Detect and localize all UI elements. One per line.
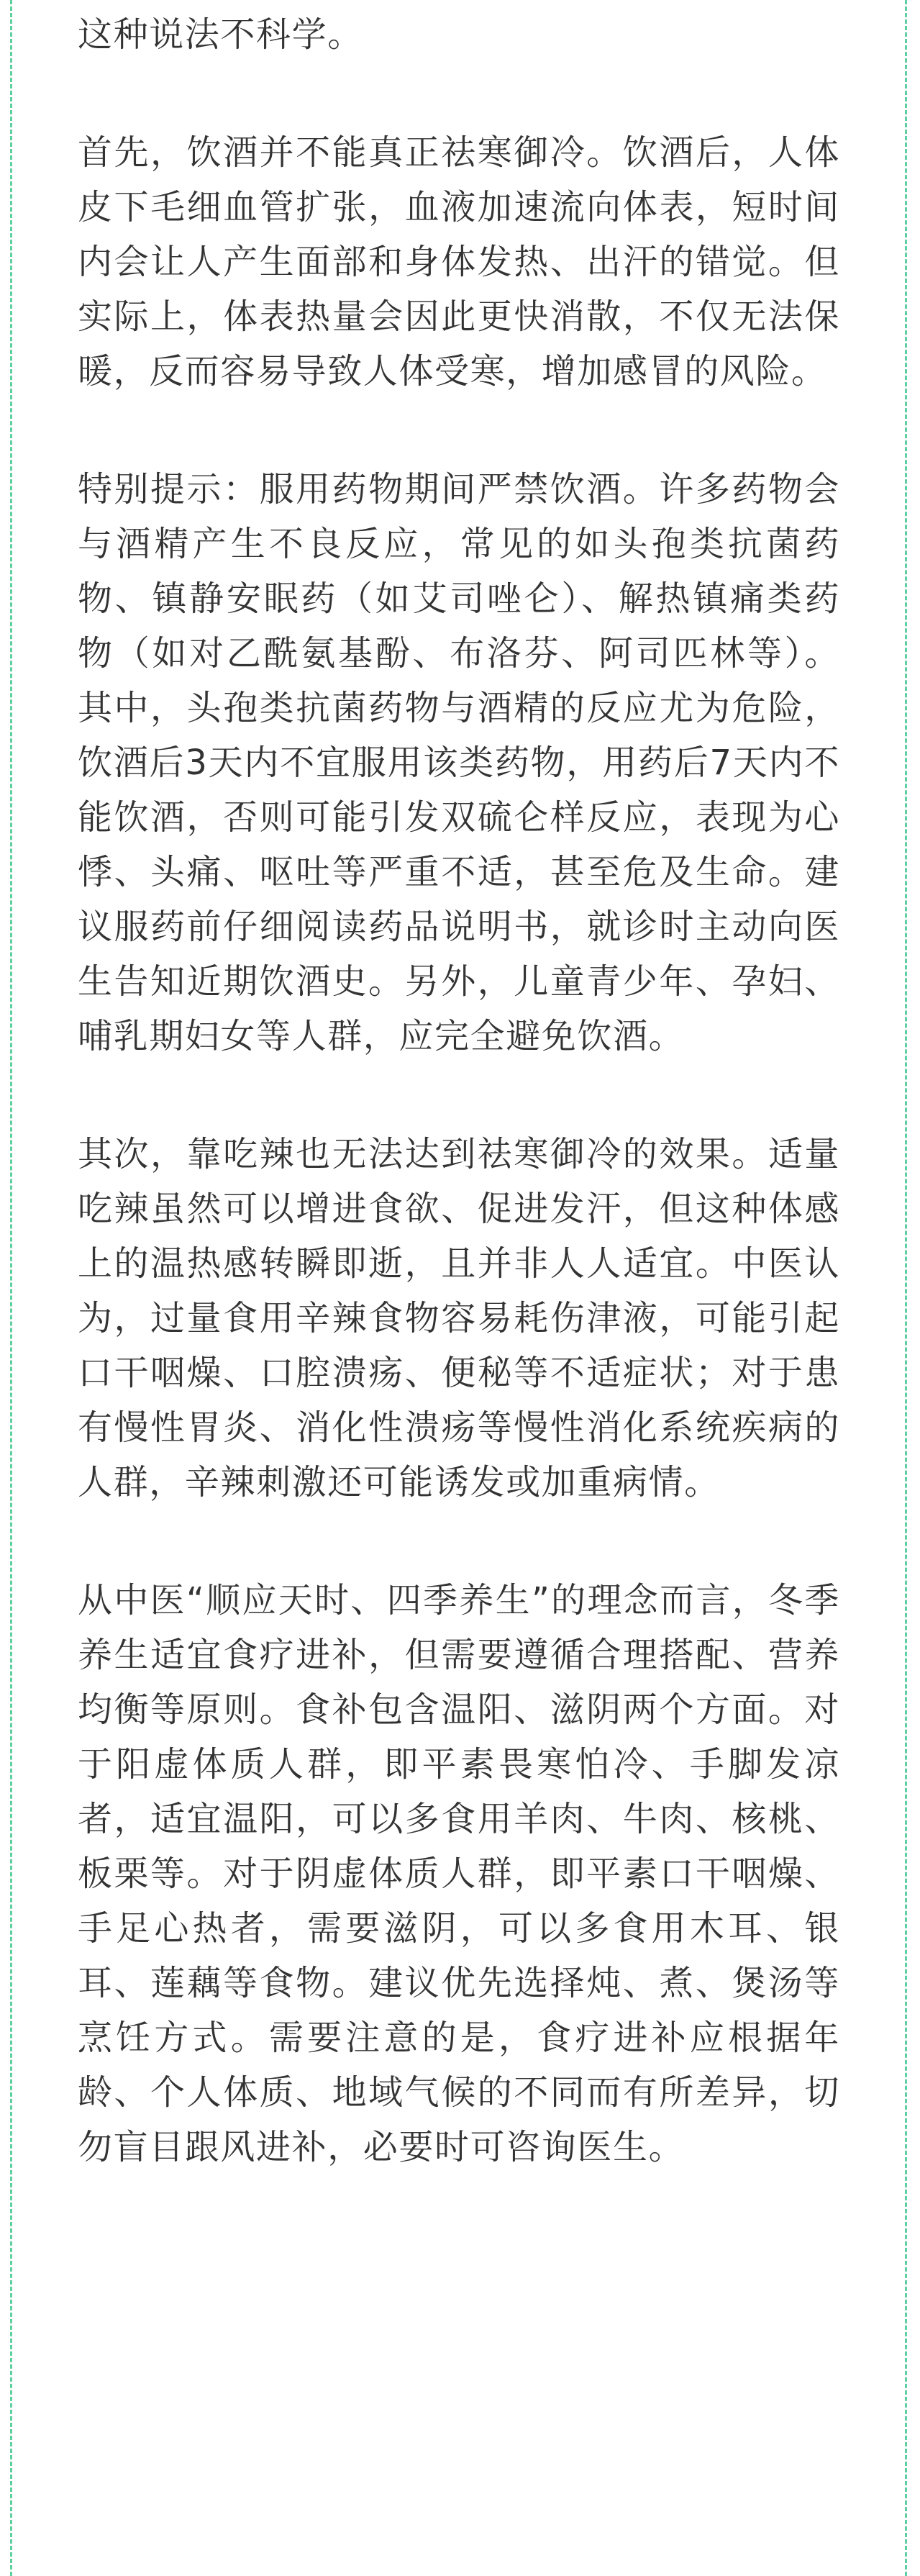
paragraph-gap bbox=[78, 1510, 840, 1573]
paragraph-spicy-food: 其次，靠吃辣也无法达到祛寒御冷的效果。适量吃辣虽然可以增进食欲、促进发汗，但这种体感上的温热感转瞬即逝，且并非人人适宜。中医认为，过量食用辛辣食物容易耗伤津液，可能引起口干咽燥、口腔溃疡、便秘等不适症状；对于患有慢性胃炎、消化性溃疡等慢性消化系统疾病的人群，辛辣刺激还可能诱发或加重病情。 bbox=[78, 1134, 840, 1502]
article-body bbox=[78, 7, 840, 2174]
paragraph-alcohol: 首先，饮酒并不能真正祛寒御冷。饮酒后，人体皮下毛细血管扩张，血液加速流向体表，短时间内会让人产生面部和身体发热、出汗的错觉。但实际上，体表热量会因此更快消散，不仅无法保暖，反而容易导致人体受寒，增加感冒的风险。 bbox=[78, 132, 840, 391]
paragraph-medication-warning: 特别提示：服用药物期间严禁饮酒。许多药物会与酒精产生不良反应，常见的如头孢类抗菌药物、镇静安眠药（如艾司唑仑）、解热镇痛类药物（如对乙酰氨基酚、布洛芬、阿司匹林等）。其中，头孢类抗菌药物与酒精的反应尤为危险，饮酒后3天内不宜服用该类药物，用药后7天内不能饮酒，否则可能引发双硫仑样反应，表现为心悸、头痛、呕吐等严重不适，甚至危及生命。建议服药前仔细阅读药品说明书，就诊时主动向医生告知近期饮酒史。另外，儿童青少年、孕妇、哺乳期妇女等人群，应完全避免饮酒。 bbox=[78, 469, 840, 1056]
paragraph-gap bbox=[78, 1063, 840, 1127]
paragraph-tcm-diet: 从中医“顺应天时、四季养生”的理念而言，冬季养生适宜食疗进补，但需要遵循合理搭配、营养均衡等原则。食补包含温阳、滋阴两个方面。对于阳虚体质人群，即平素畏寒怕冷、手脚发凉者，适宜温阳，可以多食用羊肉、牛肉、核桃、板栗等。对于阴虚体质人群，即平素口干咽燥、手足心热者，需要滋阴，可以多食用木耳、银耳、莲藕等食物。建议优先选择炖、煮、煲汤等烹饪方式。需要注意的是，食疗进补应根据年龄、个人体质、地域气候的不同而有所差异，切勿盲目跟风进补，必要时可咨询医生。 bbox=[78, 1580, 840, 2167]
paragraph-gap bbox=[78, 62, 840, 125]
paragraph-intro: 这种说法不科学。 bbox=[78, 14, 363, 55]
paragraph-gap bbox=[78, 399, 840, 462]
